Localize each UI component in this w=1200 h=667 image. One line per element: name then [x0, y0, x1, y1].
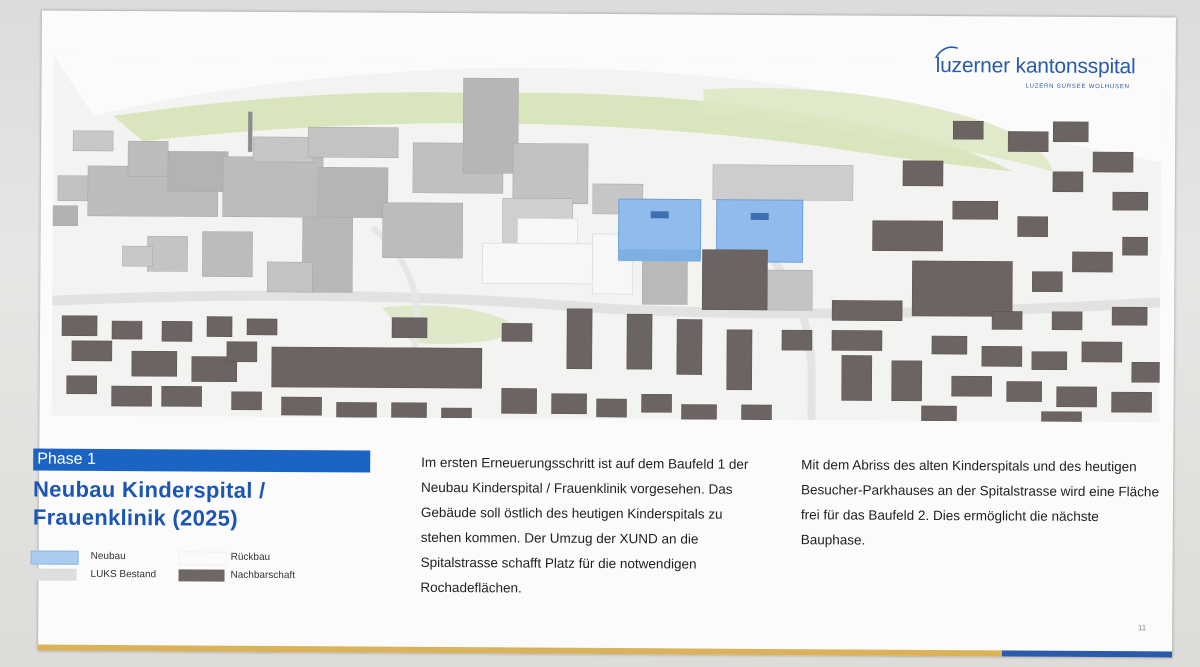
phase-title [33, 475, 373, 533]
legend-label-nachbarschaft: Nachbarschaft [230, 569, 296, 582]
phase-label: Phase 1 [37, 450, 96, 468]
legend-swatch-nachbarschaft [178, 569, 224, 581]
body-text-column-2: Mit dem Abriss des alten Kinderspitals und des heutigen Besucher-Parkhauses an der Spitalstrasse wird eine Fläche frei für das Baufeld 2. Dies ermöglicht die nächste Bauphase. [800, 457, 1160, 548]
logo-word-luzerner: luzerner [935, 54, 1010, 78]
legend [30, 550, 350, 592]
logo-tagline: LUZERN SURSEE WOLHUSEN [1025, 83, 1130, 91]
logo-wordmark [936, 54, 1136, 79]
legend-label-luks-bestand: LUKS Bestand [90, 568, 157, 581]
legend-label-rueckbau: Rückbau [230, 551, 271, 563]
legend-label-neubau: Neubau [90, 550, 126, 563]
legend-swatch-rueckbau [179, 551, 227, 565]
phase-title-line1: Neubau Kinderspital / [32, 476, 266, 503]
legend-swatch-neubau [31, 550, 79, 564]
presentation-slide [32, 11, 1176, 658]
luks-logo [933, 44, 1136, 105]
page-number: 11 [1137, 623, 1147, 633]
body-text-column-1: Im ersten Erneuerungsschritt ist auf dem Baufeld 1 der Neubau Kinderspital / Frauenklinik vorgesehen. Das Gebäude soll östlich des heutigen Kinderspitals zu stehen kommen. Der Umzug der XUND an die Spitalstrasse schafft Platz für die notwendigen Rochadeflächen. [420, 454, 749, 596]
phase-title-line2: Frauenklinik (2025) [32, 504, 238, 531]
site-model-image [51, 56, 1161, 423]
phase-banner [33, 448, 370, 472]
legend-swatch-luks-bestand [30, 568, 76, 580]
logo-word-kantonsspital: kantonsspital [1015, 54, 1136, 79]
